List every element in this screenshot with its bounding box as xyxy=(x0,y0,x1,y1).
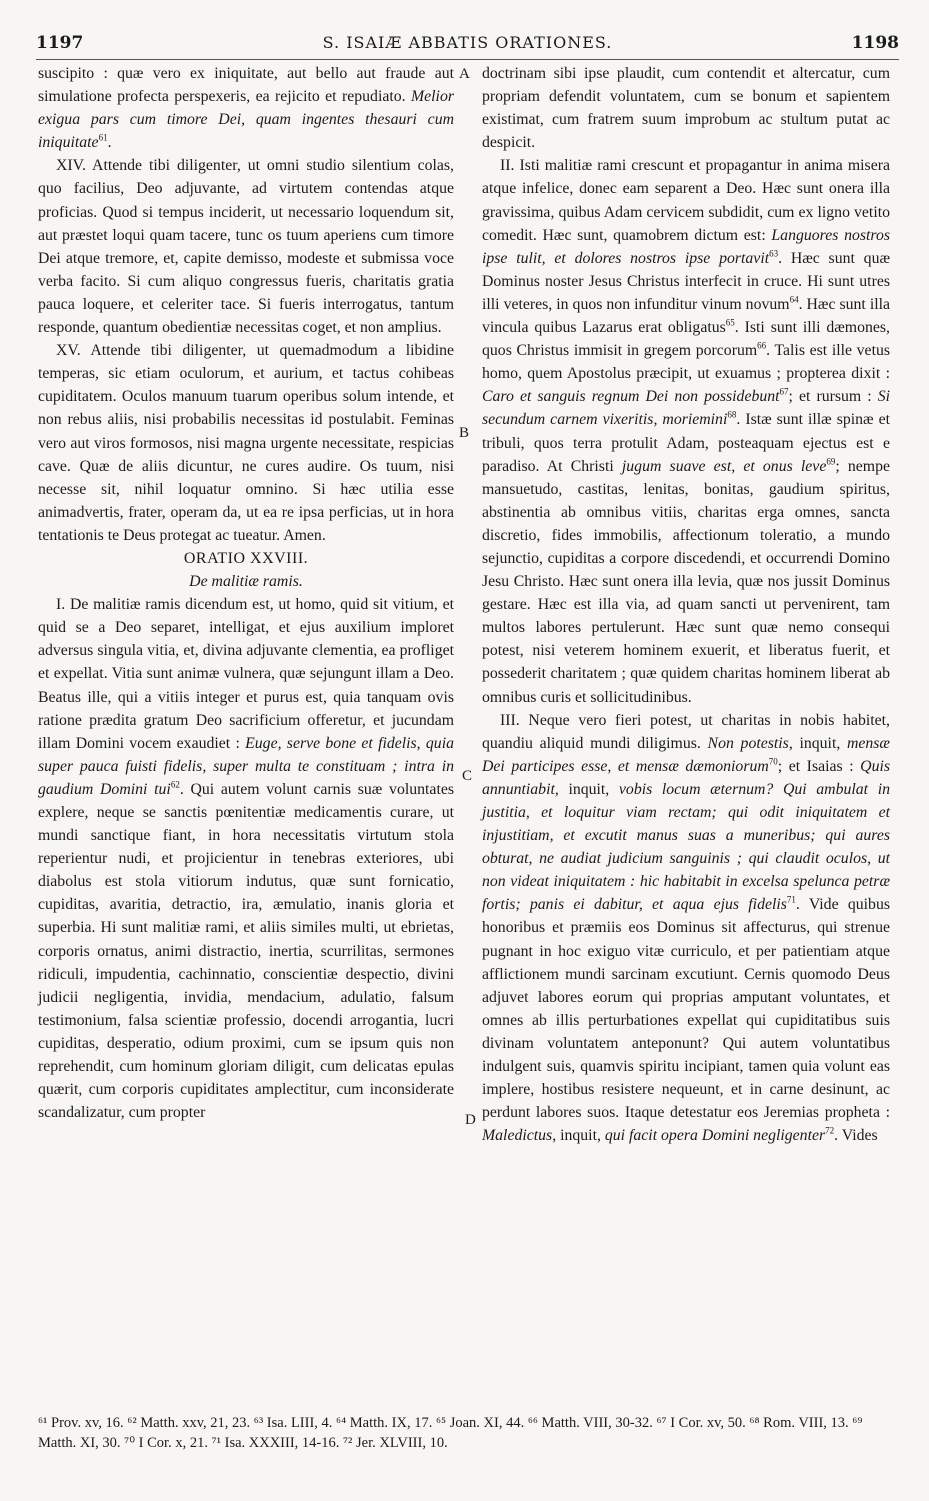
paragraph: XIV. Attende tibi diligenter, ut omni studio silentium colas, quo facilius, Deo adjuvante, ad virtutem contendas atque proficias. Quod si tempus inciderit, ut necessario loquendum sit, aut præstet loqui quam tacere, tunc os tuum aperiens cum timore Dei atque tremore, et, capite demisso, modeste et submissa voce verba facito. Si cum aliquo congressus fueris, charitatis gratia pauca loquere, et celeriter tace. Si fueris interrogatus, tantum responde, quantum obedientiæ necessitas coget, et non amplius. xyxy=(38,157,454,337)
text-run: . Hæc sunt quæ Dominus noster Jesus Christus interfecit in cruce. Hi sunt utres illi veteres, in quos non infunditur vinum novum xyxy=(482,249,890,313)
margin-letter-c: C xyxy=(462,768,473,784)
footnote-ref: 68 xyxy=(727,410,737,421)
paragraph: XV. Attende tibi diligenter, ut quemadmodum a libidine temperas, sic etiam oculorum, et aurium, et tactus cohibeas cupiditatem. Oculos manuum tuarum operibus solum intende, et non rebus aliis, nisi probabilis necessitas id postulabit. Feminas vero aut viros formosos, nisi magna urgente necessitate, respicias cave. Quæ de aliis dicuntur, ne cures audire. Os tuum, nisi necesse sit, nihil loquatur omnino. Si hæc utilia esse animadvertis, frater, operam da, ut ea re ipsa perficias, ut in hora tentationis te Deus protegat ac tueatur. Amen. xyxy=(38,342,454,544)
text-run: vobis locum æternum? Qui ambulat in justitia, et loquitur viam rectam; qui odit iniquitatem et injustitiam, et excutit manus suas a muneribus; qui aures obturat, ne audiat judicium sanguinis ; qui claudit oculos, ut non videat iniquitatem : hic habitabit in excelsa spelunca petræ fortis; panis ei dabitur, et aqua ejus fidelis xyxy=(482,780,890,914)
paragraph: doctrinam sibi ipse plaudit, cum contendit et altercatur, cum propriam defendit voluntatem, cum se bonum et sapientem existimat, cum fratrem suum improbum ac stultum putat ac despicit. xyxy=(482,65,890,152)
text-run: I. De malitiæ ramis dicendum est, ut homo, quid sit vitium, et quid se a Deo separet, intelligat, et ejus auxilium imploret adversus singula vitia, et, divina adjuvante clementia, ea profliget et expellat. Vitia sunt animæ vulnera, quæ sejungunt illam a Deo. Beatus ille, qui a vitiis integer et purus est, quia tanquam ovis ratione prædita gratum Deo sacrificium offeretur, et jucundam illam Domini vocem exaudiet : xyxy=(38,596,454,752)
text-run: , inquit, xyxy=(788,734,847,752)
text-run: mensæ Dei participes esse, et mensæ dæmoniorum xyxy=(482,734,890,775)
footnote-ref: 64 xyxy=(789,294,799,305)
footnote-ref: 61 xyxy=(98,133,108,144)
text-run: . Istæ sunt illæ spinæ et tribuli, quos terra protulit Adam, posteaquam ejectus est e paradiso. At Christi xyxy=(482,411,890,475)
text-run: Non potestis xyxy=(707,734,789,752)
footnote-ref: 66 xyxy=(757,340,767,351)
text-run: , inquit, xyxy=(552,1127,605,1145)
text-run: Melior exigua pars cum timore Dei, quam ingentes thesauri cum iniquitate xyxy=(38,88,454,152)
text-run: . Isti sunt illi dæmones, quos Christus immisit in gregem porcorum xyxy=(482,319,890,360)
footnote-ref: 63 xyxy=(769,248,779,259)
footnote-ref: 65 xyxy=(725,317,735,328)
text-run: Languores nostros ipse tulit, et dolores nostros ipse portavit xyxy=(482,226,891,267)
header-rule xyxy=(36,59,899,60)
text-run: . Qui autem volunt carnis suæ voluntates explere, neque se sanctis pœnitentiæ medicamentis curare, ut mundi sanctique fiant, in hora necessitatis virtutum stola reperientur nudi, et projicientur in tenebras exteriores, ubi diabolus est stola vitiorum indutus, quæ sunt fornicatio, cupiditas, avaritia, detractio, ira, æmulatio, inanis gloria et superbia. Hi sunt malitiæ rami, et aliis similes multi, ut ebrietas, corporis ornatus, animi distractio, inertia, scurrilitas, sermones ridiculi, impudentia, cachinnatio, conscientiæ despectio, divini judicii negligentia, invidia, mendacium, adulatio, falsum testimonium, falsa scientiæ professio, docendi arrogantia, lucri cupiditas, desperatio, odium proximi, cum se ipsum quis non reprehendit, cum hominum gloriam diligit, cum delicatas epulas quærit, cum corporis cupiditates amplectitur, cum inconsiderate scandalizatur, cum propter xyxy=(38,780,454,1122)
text-run: . Hæc sunt illa vincula quibus Lazarus erat obligatus xyxy=(482,295,891,337)
text-run: , inquit, xyxy=(554,780,619,798)
text-run: Si secundum carnem vixeritis, moriemini xyxy=(482,388,890,429)
text-run: jugum suave est, et onus leve xyxy=(621,457,827,475)
footnote-ref: 70 xyxy=(768,756,778,767)
left-column xyxy=(38,62,454,1124)
left-page-number: 1197 xyxy=(36,33,84,53)
text-run: Quis annuntiabit xyxy=(482,757,890,798)
text-run: III. Neque vero fieri potest, ut charitas in nobis habitet, quandiu aliquid mundi diligimus. xyxy=(482,711,890,752)
paragraph xyxy=(482,709,890,1148)
footnote-ref: 62 xyxy=(170,779,180,790)
text-run: Euge, serve bone et fidelis, quia super pauca fuisti fidelis, super multa te constituam ; intra in gaudium Domini tui xyxy=(38,734,454,798)
footnote-ref: 71 xyxy=(786,895,796,906)
margin-letter-b: B xyxy=(459,425,470,441)
paragraph xyxy=(38,62,454,154)
oratio-subtitle: De malitiæ ramis. xyxy=(189,573,303,591)
text-run: ; et rursum : xyxy=(788,388,878,406)
right-page-number: 1198 xyxy=(851,33,899,53)
right-column xyxy=(482,62,890,1147)
margin-letter-d: D xyxy=(465,1112,476,1128)
text-run: qui facit opera Domini negligenter xyxy=(604,1127,826,1145)
text-run: ; nempe mansuetudo, castitas, lenitas, bonitas, gaudium spiritus, abstinentia ab omnibus vitiis, charitas erga omnes, sancta discretio, fides immobilis, affectionum toleratio, a mundo sejunctio, cupiditas a corpore discedendi, et occurrendi Domino Jesu Christo. Hæc sunt onera illa levia, quæ nos jussit Dominus gestare. Hæc est illa via, ad quam sancti ut pervenirent, tam multos labores pertulerunt. Hæc sunt quæ nemo consequi potest, nisi veterem hominem exuerit, et liberatus fuerit, et possederit charitatem ; quæ quidem charitas hominem liberat ab omnibus curis et sollicitudinibus. xyxy=(482,457,890,706)
text-run: Maledictus xyxy=(482,1127,553,1145)
text-run: Caro et sanguis regnum Dei non possidebunt xyxy=(482,388,780,406)
margin-letter-a: A xyxy=(459,66,470,82)
page-header xyxy=(36,33,899,55)
running-title: S. ISAIÆ ABBATIS ORATIONES. xyxy=(322,33,613,52)
text-run: . xyxy=(107,134,112,152)
oratio-title: ORATIO XXVIII. xyxy=(183,549,309,567)
text-run: . Talis est ille vetus homo, quem Apostolus præcipit, ut exuamus ; propterea dixit : xyxy=(482,342,891,383)
text-run: II. Isti malitiæ rami crescunt et propagantur in anima misera atque infelice, donec eam separent a Deo. Hæc sunt onera illa gravissima, quibus Adam cervicem subdidit, cum ex ligno vetito comedit. Hæc sunt, quamobrem dictum est: xyxy=(482,157,890,244)
footnote-text: ⁶¹ Prov. xv, 16. ⁶² Matth. xxv, 21, 23. ⁶³ Isa. LIII, 4. ⁶⁴ Matth. IX, 17. ⁶⁵ Joan. XI, 44. ⁶⁶ Matth. VIII, 30-32. ⁶⁷ I Cor. xv, 50. ⁶⁸ Rom. VIII, 13. ⁶⁹ Matth. XI, 30. ⁷⁰ I Cor. x, 21. ⁷¹ Isa. XXXIII, 14-16. ⁷² Jer. XLVIII, 10. xyxy=(38,1415,863,1451)
footnote-ref: 69 xyxy=(826,456,836,467)
text-run: . Vide quibus honoribus et præmiis eos Dominus sit affecturus, qui strenue pugnant in hoc exiguo vitæ curriculo, et per patientiam atque afflictionem mundi sarcinam excutiunt. Cernis quomodo Deus adjuvet labores eorum qui proprias amputant voluntates, et omnes ab illis perturbationes expellat qui cupiditatibus suis divinam voluntatem anteponunt? Qui autem voluntatibus indulgent suis, quamvis spiritu incipiant, tamen quia volunt eas implere, hostibus resistere nequeunt, et in carne desinunt, ac perdunt labores suos. Itaque detestatur eos Jeremias propheta : xyxy=(482,896,890,1122)
text-run: . Vides xyxy=(834,1127,878,1145)
paragraph xyxy=(482,154,890,708)
footnote-ref: 67 xyxy=(779,387,789,398)
paragraph xyxy=(38,593,454,1124)
footnotes xyxy=(38,1413,893,1453)
text-run: ; et Isaias : xyxy=(777,757,861,775)
text-run: suscipito : quæ vero ex iniquitate, aut bello aut fraude aut simulatione profecta perspexeris, ea rejicito et repudiato. xyxy=(38,65,454,106)
footnote-ref: 72 xyxy=(825,1126,835,1137)
